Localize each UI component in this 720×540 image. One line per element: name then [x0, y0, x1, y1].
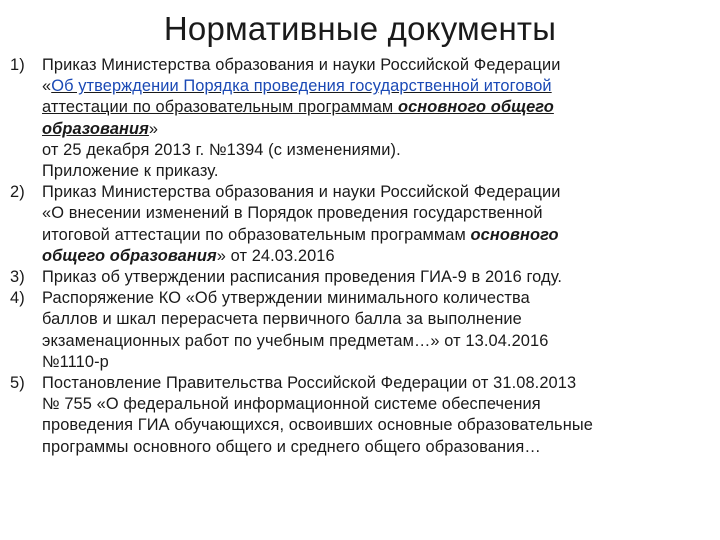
documents-list — [0, 55, 720, 458]
item-2-line-4 — [42, 246, 712, 267]
item-2-line-4-text: » от 24.03.2016 — [216, 246, 335, 265]
item-1-line-2 — [42, 76, 712, 97]
list-item-2 — [0, 182, 720, 267]
open-quote: « — [42, 77, 52, 96]
list-item-5 — [0, 373, 720, 458]
list-item-4 — [0, 288, 720, 373]
item-5-line-2: № 755 «О федеральной информационной системе обеспечения — [42, 395, 541, 414]
item-2-line-1: Приказ Министерства образования и науки Российской Федерации — [42, 183, 561, 202]
item-4-line-3: экзаменационных работ по учебным предметам…» от 13.04.2016 — [42, 331, 549, 350]
item-5-line-1: Постановление Правительства Российской Федерации от 31.08.2013 — [42, 374, 577, 393]
emphasis-text: основного общего — [397, 98, 554, 117]
item-4-line-1: Распоряжение КО «Об утверждении минимального количества — [42, 289, 530, 308]
order-1394-link-text-2: аттестации по образовательным программам — [42, 98, 398, 117]
item-2-line-3 — [42, 225, 712, 246]
item-2-line-3-text: итоговой аттестации по образовательным программам — [42, 225, 471, 244]
item-number: 1) — [10, 56, 25, 74]
item-3-line-1: Приказ об утверждении расписания проведения ГИА-9 в 2016 году. — [42, 268, 563, 287]
item-5-line-3: проведения ГИА обучающихся, освоивших основные образовательные — [42, 416, 593, 435]
item-1-line-5: от 25 декабря 2013 г. №1394 (с изменениями). — [42, 140, 401, 159]
item-number: 3) — [10, 268, 25, 287]
emphasis-text-2: образования — [42, 119, 149, 138]
order-1394-link[interactable] — [51, 77, 551, 95]
item-number: 4) — [10, 289, 25, 308]
item-4-line-2: баллов и шкал перерасчета первичного балла за выполнение — [42, 310, 522, 329]
item-number: 5) — [10, 374, 25, 393]
list-item-3 — [0, 267, 720, 288]
page-title: Нормативные документы — [163, 10, 557, 47]
item-1-line-1: Приказ Министерства образования и науки Российской Федерации — [42, 56, 561, 74]
item-1-line-3 — [42, 97, 712, 118]
list-item-1 — [0, 55, 720, 182]
order-1394-link-text: Об утверждении Порядка проведения государственной итоговой — [51, 77, 552, 96]
close-quote: » — [148, 119, 159, 138]
item-1-line-4 — [42, 119, 712, 140]
item-4-line-4: №1110-р — [42, 352, 109, 371]
item-number: 2) — [10, 183, 25, 202]
emphasis-text-2: общего образования — [42, 246, 217, 265]
order-1394-link-cont[interactable] — [42, 98, 554, 116]
item-1-line-6: Приложение к приказу. — [42, 162, 219, 181]
order-1394-link-end[interactable] — [42, 120, 149, 138]
emphasis-text: основного — [470, 225, 559, 244]
item-5-line-4: программы основного общего и среднего общего образования… — [42, 437, 541, 456]
item-2-line-2: «О внесении изменений в Порядок проведения государственной — [42, 204, 543, 223]
